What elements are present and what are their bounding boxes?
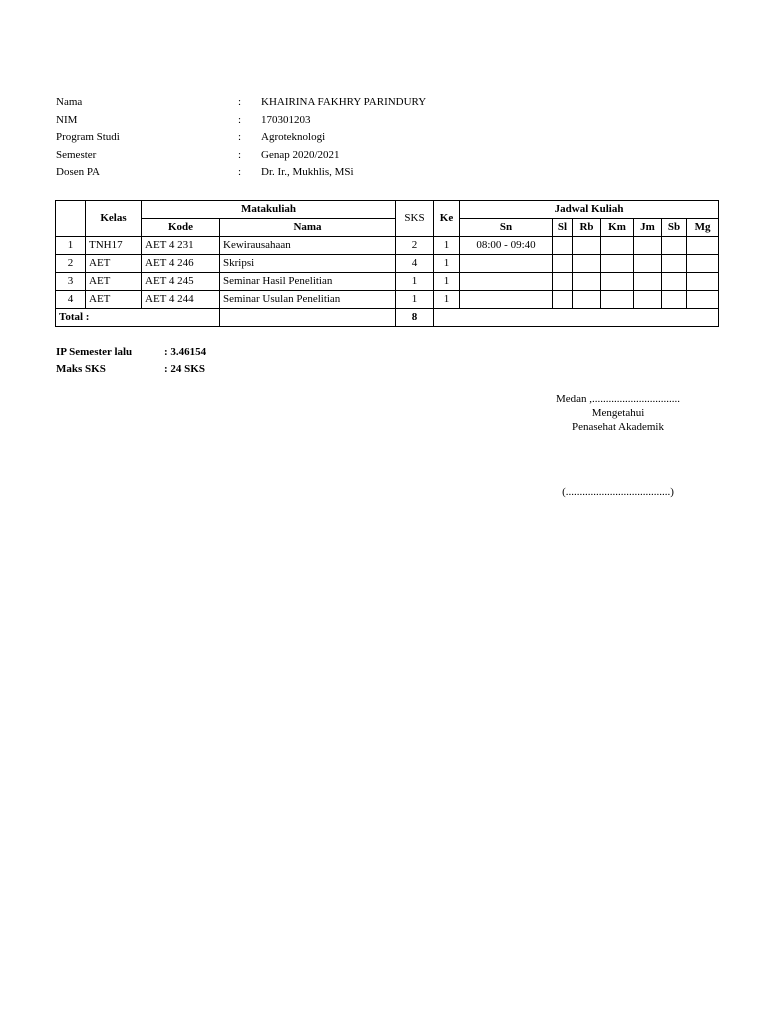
ip-semester-row <box>56 344 206 361</box>
row-sb <box>662 273 687 291</box>
total-row <box>56 309 719 327</box>
row-rb <box>573 291 601 309</box>
info-row-nim <box>56 112 426 130</box>
row-sn <box>460 273 553 291</box>
row-nama: Skripsi <box>220 255 396 273</box>
row-mg <box>687 237 719 255</box>
row-no: 3 <box>56 273 86 291</box>
header-jadwal: Jadwal Kuliah <box>460 201 719 219</box>
row-nama: Seminar Hasil Penelitian <box>220 273 396 291</box>
row-sl <box>553 255 573 273</box>
signature-line2: Penasehat Akademik <box>572 421 664 433</box>
row-kode: AET 4 246 <box>142 255 220 273</box>
row-sb <box>662 291 687 309</box>
header-sks: SKS <box>396 201 434 237</box>
row-kode: AET 4 231 <box>142 237 220 255</box>
row-jm <box>634 273 662 291</box>
row-sb <box>662 237 687 255</box>
row-kelas: AET <box>86 273 142 291</box>
signature-place: Medan ,................................ <box>555 393 681 405</box>
info-value: KHAIRINA FAKHRY PARINDURY <box>261 96 427 108</box>
course-table <box>55 200 719 327</box>
header-day-km: Km <box>601 219 634 237</box>
row-sl <box>553 237 573 255</box>
info-colon: : <box>238 113 242 126</box>
row-kode: AET 4 244 <box>142 291 220 309</box>
header-matakuliah: Matakuliah <box>142 201 396 219</box>
header-day-mg: Mg <box>687 219 719 237</box>
row-mg <box>687 273 719 291</box>
row-sn: 08:00 - 09:40 <box>460 237 553 255</box>
total-empty <box>220 309 396 327</box>
row-sb <box>662 255 687 273</box>
total-label: Total : <box>56 309 220 327</box>
student-info <box>56 94 426 182</box>
row-km <box>601 291 634 309</box>
info-value: Dr. Ir., Mukhlis, MSi <box>261 166 354 178</box>
info-row-program-studi <box>56 129 426 147</box>
row-sks: 1 <box>396 273 434 291</box>
header-kelas: Kelas <box>86 201 142 237</box>
info-value: 170301203 <box>261 113 311 126</box>
row-rb <box>573 273 601 291</box>
maks-sks-row <box>56 361 206 378</box>
info-label: Dosen PA <box>56 166 100 178</box>
row-sks: 4 <box>396 255 434 273</box>
row-kelas: AET <box>86 291 142 309</box>
table-row <box>56 237 719 255</box>
table-row <box>56 273 719 291</box>
header-day-rb: Rb <box>573 219 601 237</box>
header-day-sb: Sb <box>662 219 687 237</box>
ip-label: IP Semester lalu <box>56 346 133 358</box>
info-row-nama <box>56 94 426 112</box>
row-jm <box>634 291 662 309</box>
header-ke: Ke <box>434 201 460 237</box>
row-kelas: AET <box>86 255 142 273</box>
row-kelas: TNH17 <box>86 237 142 255</box>
row-sks: 1 <box>396 291 434 309</box>
info-row-dosen-pa <box>56 164 426 182</box>
header-kode: Kode <box>142 219 220 237</box>
row-rb <box>573 237 601 255</box>
signature-name-blank: (......................................) <box>562 486 674 498</box>
row-km <box>601 255 634 273</box>
info-colon: : <box>238 166 242 178</box>
header-row-1 <box>56 201 719 219</box>
row-no: 4 <box>56 291 86 309</box>
ip-value: : 3.46154 <box>164 346 207 358</box>
row-sks: 2 <box>396 237 434 255</box>
maks-label: Maks SKS <box>56 363 106 375</box>
info-colon: : <box>238 96 242 108</box>
header-day-sn: Sn <box>460 219 553 237</box>
row-mg <box>687 291 719 309</box>
info-label: NIM <box>56 113 78 126</box>
row-kode: AET 4 245 <box>142 273 220 291</box>
info-label: Semester <box>56 148 97 161</box>
row-jm <box>634 255 662 273</box>
info-value: Genap 2020/2021 <box>261 148 340 161</box>
info-label: Nama <box>56 96 83 108</box>
row-nama: Seminar Usulan Penelitian <box>220 291 396 309</box>
row-ke: 1 <box>434 291 460 309</box>
row-no: 1 <box>56 237 86 255</box>
info-colon: : <box>238 148 242 161</box>
row-mg <box>687 255 719 273</box>
info-label: Program Studi <box>56 131 120 143</box>
row-sl <box>553 291 573 309</box>
row-km <box>601 237 634 255</box>
header-nama: Nama <box>220 219 396 237</box>
row-jm <box>634 237 662 255</box>
info-row-semester <box>56 147 426 165</box>
row-ke: 1 <box>434 255 460 273</box>
row-ke: 1 <box>434 273 460 291</box>
row-rb <box>573 255 601 273</box>
header-day-jm: Jm <box>634 219 662 237</box>
total-sks: 8 <box>396 309 434 327</box>
header-no <box>56 201 86 237</box>
maks-value: : 24 SKS <box>164 363 205 375</box>
summary <box>56 344 206 378</box>
header-day-sl: Sl <box>553 219 573 237</box>
row-nama: Kewirausahaan <box>220 237 396 255</box>
table-row <box>56 291 719 309</box>
row-no: 2 <box>56 255 86 273</box>
signature-line1: Mengetahui <box>591 407 645 419</box>
row-ke: 1 <box>434 237 460 255</box>
row-sn <box>460 291 553 309</box>
row-sl <box>553 273 573 291</box>
row-km <box>601 273 634 291</box>
total-rest <box>434 309 719 327</box>
info-colon: : <box>238 131 242 143</box>
row-sn <box>460 255 553 273</box>
info-value: Agroteknologi <box>261 131 326 143</box>
table-row <box>56 255 719 273</box>
header-row-2 <box>56 219 719 237</box>
